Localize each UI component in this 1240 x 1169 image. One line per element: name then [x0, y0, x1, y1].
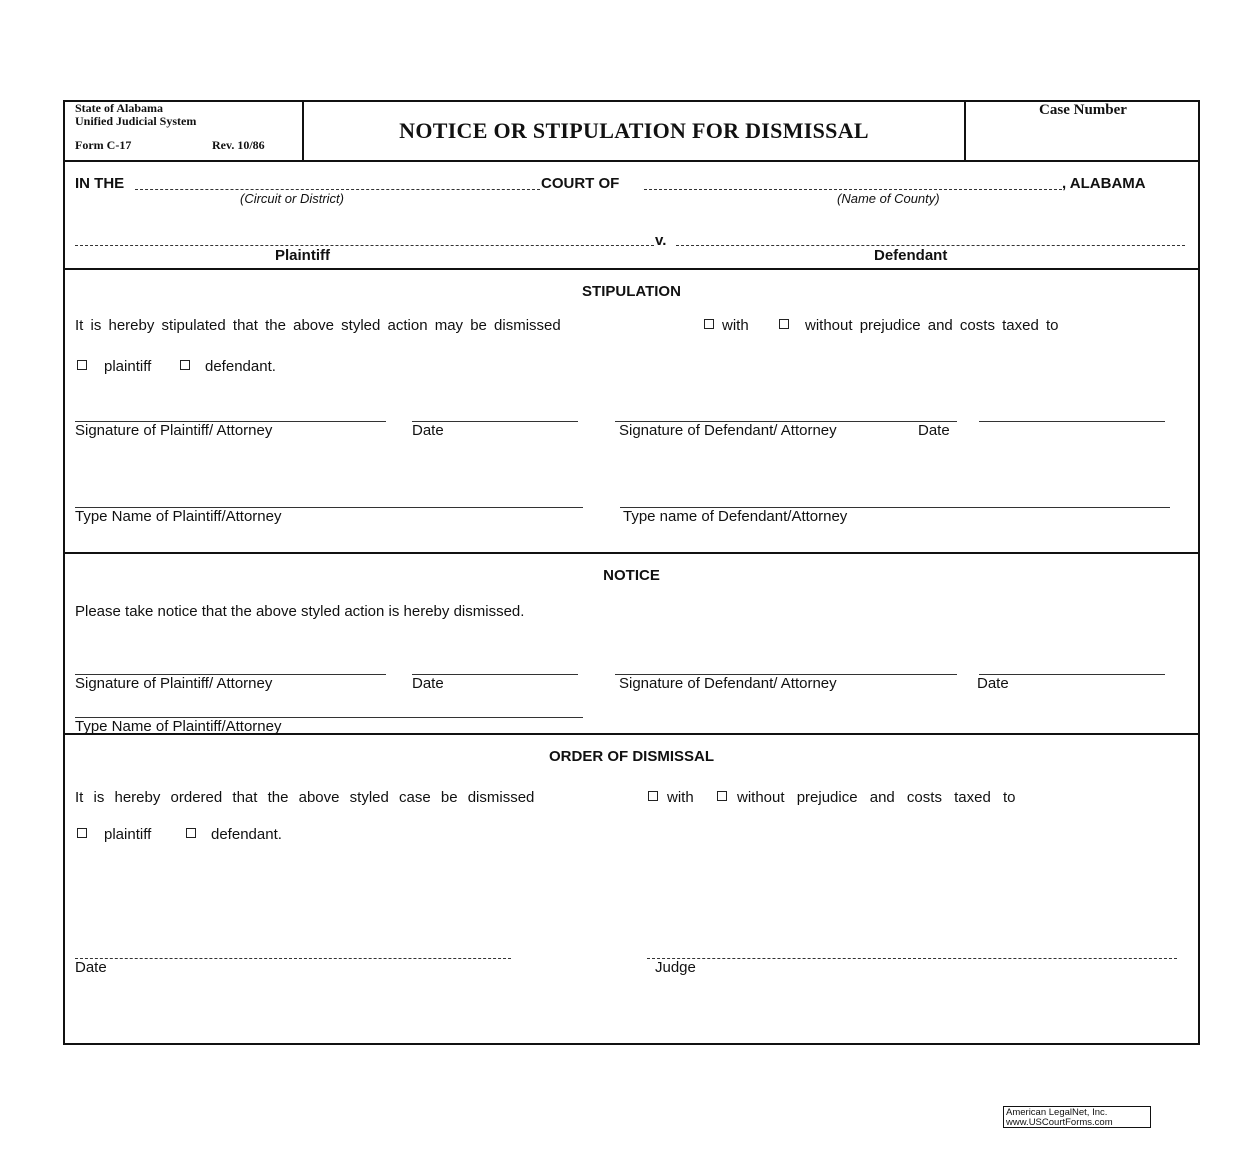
stipulation-divider: [63, 552, 1200, 554]
stipulation-without-label: without prejudice and costs taxed to: [805, 317, 1059, 334]
form-title: NOTICE OR STIPULATION FOR DISMISSAL: [399, 118, 869, 143]
notice-type-plaintiff-label: Type Name of Plaintiff/Attorney: [75, 718, 282, 735]
county-hint: (Name of County): [837, 191, 940, 206]
system-label: Unified Judicial System: [75, 114, 197, 128]
state-label: State of Alabama: [75, 101, 163, 115]
stipulation-sentence: It is hereby stipulated that the above styled action may be dismissed: [75, 317, 561, 334]
notice-date2-label: Date: [977, 675, 1009, 692]
order-with-checkbox[interactable]: [648, 791, 658, 801]
stipulation-with-checkbox[interactable]: [704, 319, 714, 329]
stipulation-plaintiff-checkbox[interactable]: [77, 360, 87, 370]
stip-sig-plaintiff-label: Signature of Plaintiff/ Attorney: [75, 422, 273, 439]
plaintiff-name-field[interactable]: [75, 245, 654, 246]
order-with-label: with: [667, 789, 694, 806]
order-plaintiff-label: plaintiff: [104, 826, 152, 843]
stipulation-defendant-checkbox[interactable]: [180, 360, 190, 370]
county-field[interactable]: [644, 189, 1062, 190]
stipulation-plaintiff-label: plaintiff: [104, 358, 152, 375]
notice-date1-label: Date: [412, 675, 444, 692]
stip-date1-label: Date: [412, 422, 444, 439]
order-judge-line[interactable]: [647, 958, 1177, 959]
order-defendant-checkbox[interactable]: [186, 828, 196, 838]
versus-label: v.: [655, 232, 667, 249]
defendant-name-field[interactable]: [676, 245, 1185, 246]
defendant-label: Defendant: [874, 247, 948, 264]
notice-sig-defendant-label: Signature of Defendant/ Attorney: [619, 675, 837, 692]
order-date-line[interactable]: [75, 958, 511, 959]
notice-sig-plaintiff-label: Signature of Plaintiff/ Attorney: [75, 675, 273, 692]
court-type-field[interactable]: [135, 189, 540, 190]
notice-sentence: Please take notice that the above styled action is hereby dismissed.: [75, 603, 525, 620]
order-sentence: It is hereby ordered that the above styled case be dismissed: [75, 789, 535, 806]
court-of-label: COURT OF: [541, 175, 620, 192]
notice-heading: NOTICE: [603, 567, 660, 584]
publisher-name: American LegalNet, Inc.: [1006, 1107, 1108, 1118]
order-plaintiff-checkbox[interactable]: [77, 828, 87, 838]
form-number: Form C-17: [75, 138, 132, 152]
case-number-label: Case Number: [1039, 102, 1127, 118]
order-heading: ORDER OF DISMISSAL: [548, 748, 714, 765]
stipulation-heading: STIPULATION: [582, 283, 681, 300]
order-without-checkbox[interactable]: [717, 791, 727, 801]
stipulation-without-checkbox[interactable]: [779, 319, 789, 329]
publisher-stamp: [1003, 1106, 1151, 1128]
stip-date2-label: Date: [918, 422, 950, 439]
publisher-website: www.USCourtForms.com: [1006, 1117, 1113, 1128]
plaintiff-label: Plaintiff: [275, 247, 330, 264]
case-number-field[interactable]: [968, 120, 1196, 158]
header-divider: [63, 160, 1200, 162]
stip-defendant-date-line[interactable]: [979, 421, 1165, 422]
stipulation-defendant-label: defendant.: [205, 358, 276, 375]
revision-label: Rev. 10/86: [212, 138, 265, 152]
in-the-label: IN THE: [75, 175, 125, 192]
circuit-hint: (Circuit or District): [240, 191, 344, 206]
caption-divider: [63, 268, 1200, 270]
stip-type-plaintiff-label: Type Name of Plaintiff/Attorney: [75, 508, 282, 525]
order-date-label: Date: [75, 959, 107, 976]
order-without-label: without prejudice and costs taxed to: [737, 789, 1016, 806]
order-judge-label: Judge: [655, 959, 696, 976]
stip-sig-defendant-label: Signature of Defendant/ Attorney: [619, 422, 837, 439]
alabama-label: , ALABAMA: [1062, 175, 1146, 192]
stipulation-with-label: with: [722, 317, 749, 334]
stip-type-defendant-label: Type name of Defendant/Attorney: [623, 508, 848, 525]
order-defendant-label: defendant.: [211, 826, 282, 843]
